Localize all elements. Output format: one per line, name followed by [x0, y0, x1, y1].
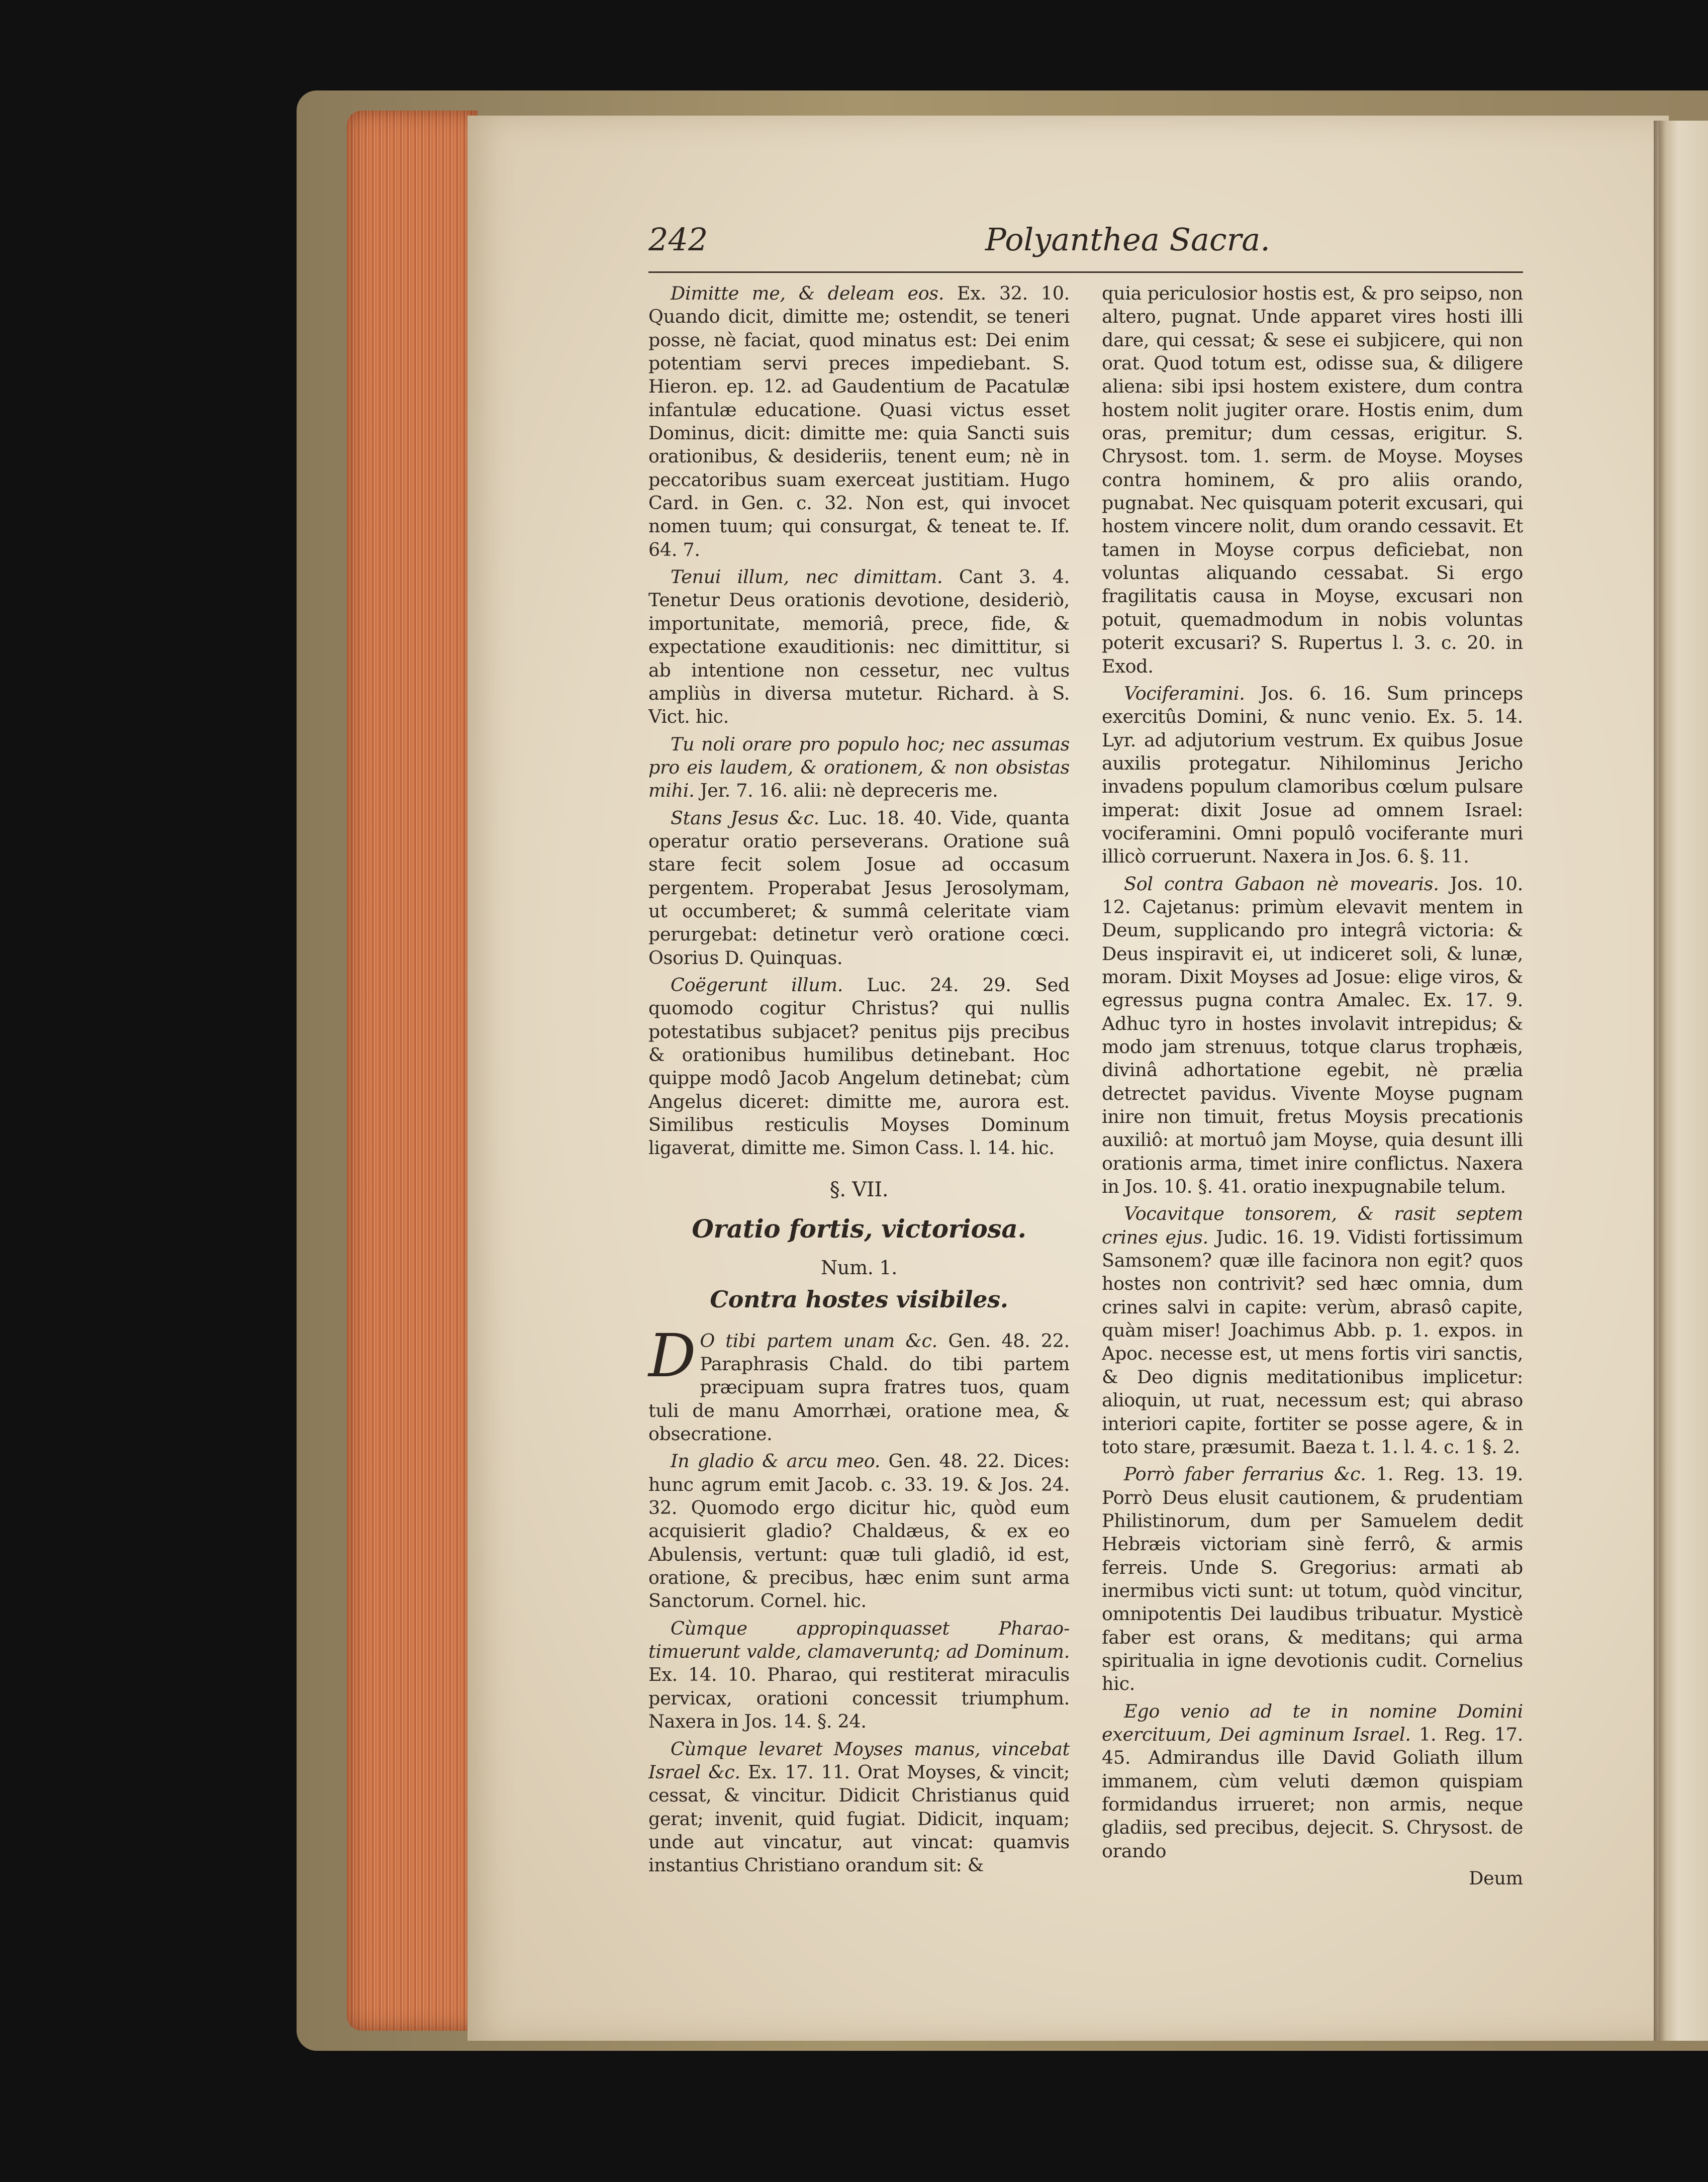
subsection-title: Contra hostes visibiles.: [710, 1286, 1008, 1313]
page-content: [648, 216, 1523, 1890]
entry-commentary: Jos. 6. 16. Sum princeps exercitûs Domini, & nunc venio. Ex. 5. 14. Lyr. ad adjutorium vestrum. Ex quibus Josue auxilis protegatur. Nihilominus Jericho invadens populum clamoribus cœlum pulsare imperat: dixit Josue ad omnem Israel: vociferamini. Omni populô vociferante muri illicò corruerunt. Naxera in Jos. 6. §. 11.: [1102, 682, 1523, 868]
right-column: [1102, 282, 1523, 1890]
drop-capital: D: [648, 1320, 696, 1390]
entry-lemma: Tenui illum, nec dimittam.: [671, 566, 943, 588]
entry-lemma: Cùmque levaret Moyses manus, vincebat Israel &c.: [648, 1738, 1070, 1783]
subsection-number: Num. 1.: [820, 1257, 898, 1279]
entry-commentary: Gen. 48. 22. Paraphrasis Chald. do tibi partem præcipuam supra fratres tuos, quam tuli de manu Amorrhæi, oratione mea, & obsecratione.: [648, 1330, 1070, 1445]
entry-lemma: O tibi partem unam &c.: [700, 1330, 937, 1352]
page-edges: [347, 111, 478, 2031]
entry-commentary: quia periculosior hostis est, & pro seipso, non altero, pugnat. Unde apparet vires hosti illi dare, qui cessat; & sese ei subjicere, qui non orat. Quod totum est, odisse sua, & diligere aliena: sibi ipsi hostem existere, dum contra hostem nolit jugiter orare. Hostis enim, dum oras, premitur; dum cessas, erigitur. S. Chrysost. tom. 1. serm. de Moyse. Moyses contra hominem, & pro aliis orando, pugnabat. Nec quisquam poterit excusari, qui hostem vincere nolit, dum orando cessavit. Et tamen in Moyse corpus deficiebat, non voluntas aliquando cessabat. Si ergo fragilitatis causa in Moyse, excusari non potuit, quemadmodum in nobis voluntas poterit excusari? S. Rupertus l. 3. c. 20. in Exod.: [1102, 282, 1523, 677]
entry-lemma: In gladio & arcu meo.: [671, 1450, 881, 1472]
entry-paragraph: [648, 1450, 1070, 1612]
entry-commentary: Ex. 32. 10. Quando dicit, dimitte me; ostendit, se teneri posse, nè faciat, quod minatus est: Dei enim potentiam servi preces impediebant. S. Hieron. ep. 12. ad Gaudentium de Pacatulæ infantulæ educatione. Quasi victus esset Dominus, dicit: dimitte me: quia Sancti suis orationibus, & desideriis, tenent eum; nè in peccatoribus suam exerceat justitiam. Hugo Card. in Gen. c. 32. Non est, qui invocet nomen tuum; qui consurgat, & teneat te. If. 64. 7.: [648, 282, 1070, 560]
entry-commentary: 1. Reg. 17. 45. Admirandus ille David Goliath illum immanem, cùm veluti dæmon quispiam formidandus irrueret; non armis, neque gladiis, sed precibus, dejecit. S. Chrysost. de orando: [1102, 1723, 1523, 1862]
entry-commentary: Jer. 7. 16. alii: nè depreceris me.: [694, 780, 998, 802]
entry-paragraph: [648, 974, 1070, 1160]
facing-page-edge: [1659, 121, 1708, 2041]
entry-paragraph: [1102, 682, 1523, 869]
entry-commentary: Luc. 18. 40. Vide, quanta operatur oratio perseverans. Oratione suâ stare fecit solem Josue ad occasum pergentem. Properabat Jesus Jerosolymam, ut occumberet; & summâ celeritate viam perurgebat: detinetur verò oratione cœci. Osorius D. Quinquas.: [648, 807, 1070, 969]
entry-commentary: Jos. 10. 12. Cajetanus: primùm elevavit mentem in Deum, supplicando pro integrâ victoria: & Deus inspiravit ei, ut indiceret soli, & lunæ, moram. Dixit Moyses ad Josue: elige viros, & egressus pugna contra Amalec. Ex. 17. 9. Adhuc tyro in hostes involavit intrepidus; & modo jam strenuus, totque clarus trophæis, divinâ adhortatione egebit, nè prælia detrectet pavidus. Vivente Moyse pugnam inire non timuit, fretus Moysis precationis auxiliô: at mortuô jam Moyse, quia desunt illi orationis arma, timet inire conflictus. Naxera in Jos. 10. §. 41. oratio inexpugnabile telum.: [1102, 873, 1523, 1198]
entry-lemma: Tu noli orare pro populo hoc; nec assumas pro eis laudem, & orationem, & non obsistas mihi.: [648, 733, 1070, 802]
entry-paragraph: [1102, 1202, 1523, 1459]
entry-commentary: Luc. 24. 29. Sed quomodo cogitur Christus? qui nullis potestatibus subjacet? penitus pijs precibus & orationibus humilibus detinebant. Hoc quippe modô Jacob Angelum detinebat; cùm Angelus diceret: dimitte me, aurora est. Similibus resticulis Moyses Dominum ligaverat, dimitte me. Simon Cass. l. 14. hic.: [648, 974, 1070, 1159]
entry-paragraph: [648, 1320, 1070, 1446]
entry-lemma: Stans Jesus &c.: [671, 807, 819, 829]
entry-paragraph: [648, 565, 1070, 728]
entry-paragraph: [648, 733, 1070, 803]
entry-paragraph: [648, 282, 1070, 561]
entry-commentary: Judic. 16. 19. Vidisti fortissimum Samsonem? quæ ille facinora non egit? quos hostes non contrivit? sed hæc omnia, dum crines salvi in capite: verùm, abrasô capite, quàm miser! Joachimus Abb. p. 1. expos. in Apoc. necesse est, ut mens fortis viri sanctis, & Deo dignis meditationibus implicetur: alioquin, ut ruat, necessum est; qui abraso interiori capite, fortiter se posse agere, & in toto stare, præsumit. Baeza t. 1. l. 4. c. 1 §. 2.: [1102, 1226, 1523, 1458]
running-title: Polyanthea Sacra.: [985, 221, 1270, 258]
entry-paragraph: [1102, 873, 1523, 1199]
entry-paragraph: [1102, 282, 1523, 678]
page-number: 242: [648, 221, 708, 258]
left-column: [648, 282, 1070, 1890]
running-head: [648, 216, 1523, 273]
entry-paragraph: [648, 1738, 1070, 1877]
right-column-entries: [1102, 282, 1523, 1863]
entry-paragraph: [1102, 1700, 1523, 1863]
section-number: §. VII.: [829, 1178, 889, 1201]
entry-lemma: Coëgerunt illum.: [671, 974, 843, 996]
entry-paragraph: [648, 1617, 1070, 1734]
entry-commentary: Gen. 48. 22. Dices: hunc agrum emit Jacob. c. 33. 19. & Jos. 24. 32. Quomodo ergo dicitur hic, quòd eum acquisierit gladio? Chaldæus, & ex eo Abulensis, vertunt: quæ tuli gladiô, id est, oratione, & precibus, hæc enim sunt arma Sanctorum. Cornel. hic.: [648, 1450, 1070, 1612]
gutter-shadow: [1654, 121, 1666, 2041]
entry-commentary: 1. Reg. 13. 19. Porrò Deus elusit cautionem, & prudentiam Philistinorum, dum per Samuelem dedit Hebræis victoriam sinè ferrô, & armis ferreis. Unde S. Gregorius: armati ab inermibus victi sunt: ut totum, quòd vincitur, omnipotentis Dei laudibus tribuatur. Mysticè faber est orans, & meditans; qui arma spiritualia in igne devotionis cudit. Cornelius hic.: [1102, 1463, 1523, 1695]
catchword: Deum: [1469, 1867, 1523, 1889]
entry-commentary: Cant 3. 4. Tenetur Deus orationis devotione, desideriò, importunitate, memoriâ, prece, fide, & expectatione exauditionis: nec dimittitur, si ab intentione non cessetur, nec vultus ampliùs in diversa mutetur. Richard. à S. Vict. hic.: [648, 566, 1070, 728]
section-title: Oratio fortis, victoriosa.: [692, 1213, 1026, 1244]
entry-commentary: Ex. 14. 10. Pharao, qui restiterat miraculis pervicax, orationi concessit triumphum. Naxera in Jos. 14. §. 24.: [648, 1664, 1070, 1733]
text-columns: [648, 282, 1523, 1890]
entry-lemma: Dimitte me, & deleam eos.: [671, 282, 944, 304]
left-column-entries-after: [648, 1320, 1070, 1877]
left-column-entries: [648, 282, 1070, 1160]
entry-lemma: Cùmque appropinquasset Pharao-timuerunt valde, clamaveruntq; ad Dominum.: [648, 1617, 1070, 1663]
entry-lemma: Vocavitque tonsorem, & rasit septem crines ejus.: [1102, 1203, 1523, 1248]
entry-lemma: Porrò faber ferrarius &c.: [1124, 1463, 1366, 1485]
entry-lemma: Sol contra Gabaon nè movearis.: [1124, 873, 1439, 895]
entry-lemma: Vociferamini.: [1124, 682, 1245, 704]
entry-paragraph: [648, 807, 1070, 970]
entry-paragraph: [1102, 1463, 1523, 1695]
entry-lemma: Ego venio ad te in nomine Domini exercituum, Dei agminum Israel.: [1102, 1700, 1523, 1745]
entry-commentary: Ex. 17. 11. Orat Moyses, & vincit; cessat, & vincitur. Didicit Christianus quid gerat; invenit, quid fugiat. Didicit, inquam; unde aut vincatur, aut vincat: quamvis instantius Christiano orandum sit: &: [648, 1761, 1070, 1876]
